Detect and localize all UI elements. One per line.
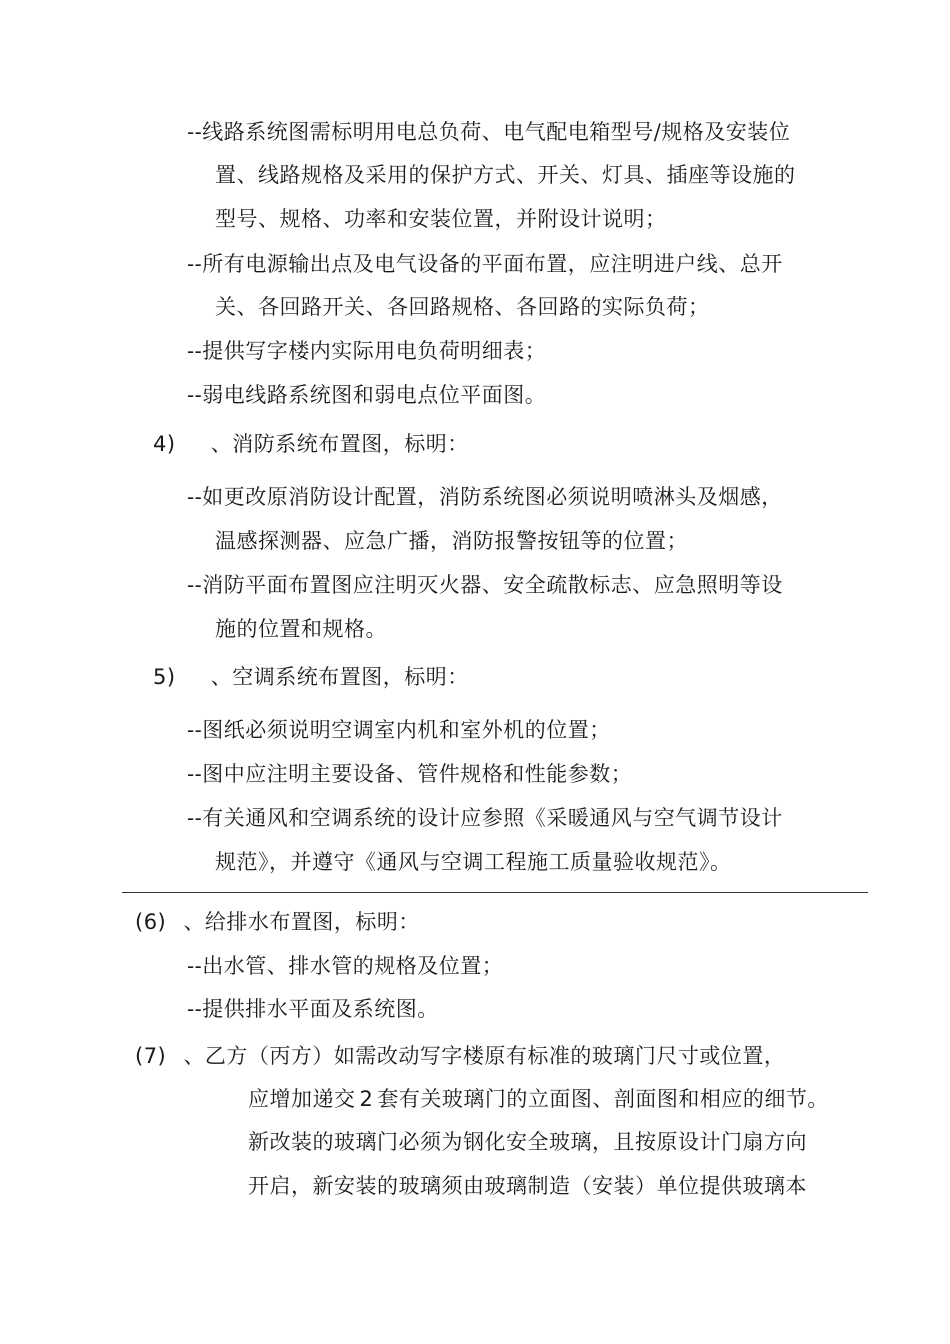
glass-line3: 新改装的玻璃门必须为钢化安全玻璃，且按原设计门扇方向 <box>248 1130 807 1154</box>
hvac-item2: --图中应注明主要设备、管件规格和性能参数； <box>187 762 633 786</box>
fire-item1-line2: 温感探测器、应急广播，消防报警按钮等的位置； <box>215 529 688 553</box>
electrical-item1-line2: 置、线路规格及采用的保护方式、开关、灯具、插座等设施的 <box>215 163 796 187</box>
glass-number: (7) <box>135 1044 167 1068</box>
plumbing-number: (6) <box>135 910 167 934</box>
horizontal-divider <box>122 892 868 893</box>
fire-item2-line2: 施的位置和规格。 <box>215 617 387 641</box>
fire-heading <box>153 430 469 458</box>
hvac-item3-line1: --有关通风和空调系统的设计应参照《采暖通风与空气调节设计 <box>187 806 783 830</box>
glass-line4: 开启，新安装的玻璃须由玻璃制造（安装）单位提供玻璃本 <box>248 1174 807 1198</box>
glass-line2-post: 套有关玻璃门的立面图、剖面图和相应的细节。 <box>377 1087 829 1111</box>
electrical-item3: --提供写字楼内实际用电负荷明细表； <box>187 339 547 363</box>
electrical-item4: --弱电线路系统图和弱电点位平面图。 <box>187 383 547 407</box>
electrical-item1-line3: 型号、规格、功率和安装位置，并附设计说明； <box>215 207 667 231</box>
plumbing-heading-text: 、给排水布置图，标明： <box>183 910 420 934</box>
fire-item1-line1: --如更改原消防设计配置，消防系统图必须说明喷淋头及烟感， <box>187 485 783 509</box>
electrical-item1-line1: --线路系统图需标明用电总负荷、电气配电箱型号/规格及安装位 <box>187 120 791 144</box>
glass-heading-text: 、乙方（丙方）如需改动写字楼原有标准的玻璃门尺寸或位置， <box>183 1044 786 1068</box>
glass-line2-pre: 应增加递交 <box>248 1087 356 1111</box>
fire-heading-text: 、消防系统布置图，标明： <box>210 432 469 456</box>
hvac-item3-line2: 规范》，并遵守《通风与空调工程施工质量验收规范》。 <box>215 850 732 874</box>
electrical-item2-line1: --所有电源输出点及电气设备的平面布置，应注明进户线、总开 <box>187 252 783 276</box>
hvac-heading <box>153 663 469 691</box>
electrical-item2-line2: 关、各回路开关、各回路规格、各回路的实际负荷； <box>215 295 710 319</box>
hvac-number: 5) <box>153 665 176 689</box>
hvac-heading-text: 、空调系统布置图，标明： <box>210 665 469 689</box>
hvac-item1: --图纸必须说明空调室内机和室外机的位置； <box>187 718 611 742</box>
plumbing-item1: --出水管、排水管的规格及位置； <box>187 954 504 978</box>
fire-number: 4) <box>153 432 176 456</box>
fire-item2-line1: --消防平面布置图应注明灭火器、安全疏散标志、应急照明等设 <box>187 573 783 597</box>
glass-line2 <box>248 1085 829 1113</box>
glass-heading <box>135 1042 785 1070</box>
plumbing-item2: --提供排水平面及系统图。 <box>187 997 439 1021</box>
glass-line2-num: 2 <box>359 1087 374 1111</box>
plumbing-heading <box>135 908 420 936</box>
